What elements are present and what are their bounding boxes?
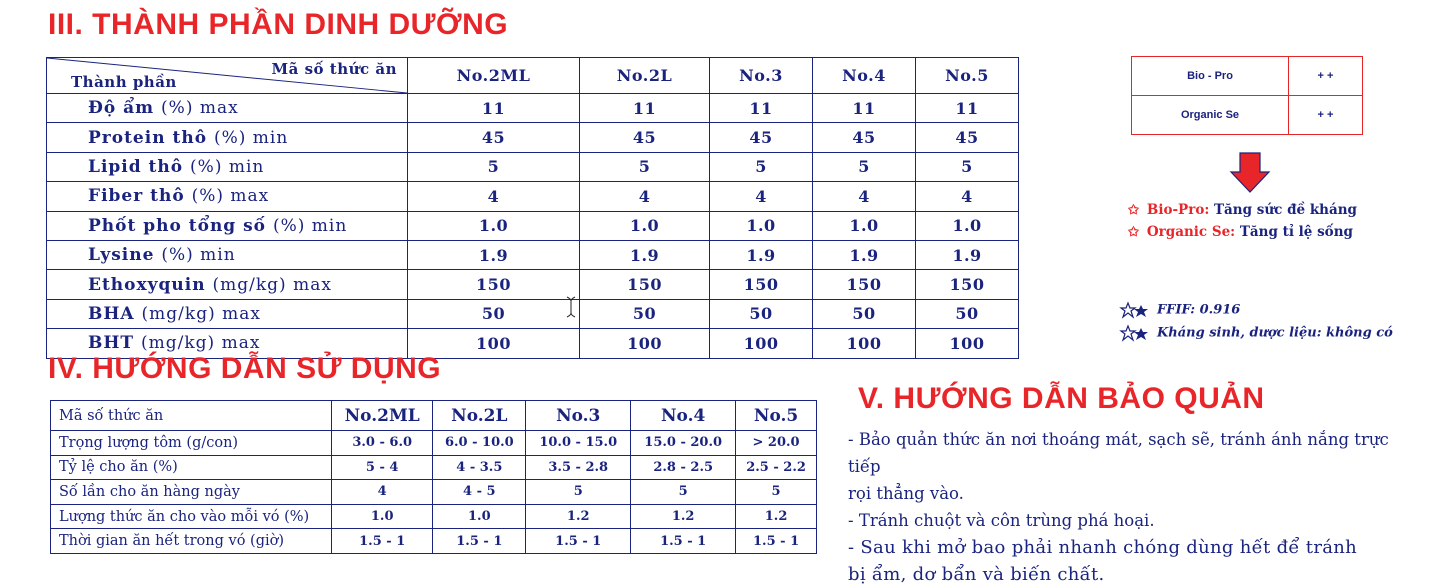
usage-value: 15.0 - 20.0 (631, 431, 736, 456)
usage-value: > 20.0 (736, 431, 817, 456)
additive-name: Bio - Pro (1132, 57, 1289, 96)
double-star-icon (1121, 302, 1151, 318)
usage-value: 4 - 3.5 (433, 455, 526, 480)
info-note: FFIF: 0.916 (1121, 302, 1240, 318)
usage-row (51, 504, 817, 529)
additive-name: Organic Se (1132, 96, 1289, 135)
section-4-title: IV. HƯỚNG DẪN SỬ DỤNG (48, 352, 442, 385)
nutrient-unit: (mg/kg) max (141, 333, 261, 354)
usage-value: 1.5 - 1 (433, 529, 526, 554)
column-header: No.4 (813, 58, 916, 94)
nutrient-value: 45 (580, 123, 710, 152)
column-header: No.5 (736, 401, 817, 431)
usage-value: 1.2 (736, 504, 817, 529)
nutrient-value: 4 (916, 182, 1019, 211)
double-star-icon (1121, 325, 1151, 341)
usage-value: 1.2 (526, 504, 631, 529)
nutrition-row (47, 182, 1019, 211)
additive-row (1132, 57, 1363, 96)
nutrient-name: BHT (88, 333, 135, 354)
usage-value: 1.0 (433, 504, 526, 529)
nutrient-value: 5 (916, 152, 1019, 181)
nutrition-table-header (47, 58, 1019, 94)
usage-label: Số lần cho ăn hàng ngày (51, 480, 332, 505)
nutrient-unit: (%) max (191, 186, 270, 207)
column-header: No.3 (526, 401, 631, 431)
usage-row (51, 529, 817, 554)
text-cursor-icon (566, 296, 576, 318)
usage-value: 1.0 (332, 504, 433, 529)
nutrition-row (47, 211, 1019, 240)
storage-line: rọi thẳng vào. (848, 484, 964, 503)
nutrient-unit: (%) min (161, 245, 236, 266)
storage-line: bị ẩm, dơ bẩn và biến chất. (848, 564, 1105, 585)
usage-value: 1.5 - 1 (526, 529, 631, 554)
nutrition-row (47, 299, 1019, 328)
column-header: No.4 (631, 401, 736, 431)
additive-value: + + (1289, 57, 1363, 96)
nutrient-value: 5 (408, 152, 580, 181)
nutrient-value: 150 (813, 270, 916, 299)
nutrient-label (47, 211, 408, 240)
nutrient-value: 4 (813, 182, 916, 211)
nutrient-unit: (mg/kg) max (212, 274, 332, 295)
usage-label: Tỷ lệ cho ăn (%) (51, 455, 332, 480)
usage-table-header (51, 401, 817, 431)
nutrition-row (47, 270, 1019, 299)
column-header: No.2ML (408, 58, 580, 94)
header-feed-code-label: Mã số thức ăn (51, 401, 332, 431)
nutrient-value: 45 (813, 123, 916, 152)
nutrient-value: 100 (813, 329, 916, 358)
usage-value: 1.5 - 1 (332, 529, 433, 554)
nutrient-value: 50 (710, 299, 813, 328)
nutrient-value: 1.9 (580, 240, 710, 269)
nutrient-value: 1.9 (916, 240, 1019, 269)
additive-note: ✩ Organic Se: Tăng tỉ lệ sống (1128, 224, 1353, 240)
nutrient-unit: (mg/kg) max (141, 303, 261, 324)
nutrient-value: 100 (580, 329, 710, 358)
usage-label: Lượng thức ăn cho vào mỗi vó (%) (51, 504, 332, 529)
nutrient-value: 11 (813, 94, 916, 123)
nutrient-value: 45 (916, 123, 1019, 152)
nutrient-name: Độ ẩm (88, 98, 155, 119)
usage-value: 5 (631, 480, 736, 505)
nutrient-value: 45 (710, 123, 813, 152)
column-header: No.2L (433, 401, 526, 431)
additives-table (1131, 56, 1363, 135)
usage-value: 6.0 - 10.0 (433, 431, 526, 456)
usage-label: Trọng lượng tôm (g/con) (51, 431, 332, 456)
usage-row (51, 455, 817, 480)
nutrient-name: Lysine (88, 245, 155, 266)
nutrient-unit: (%) max (161, 98, 239, 119)
nutrient-value: 4 (710, 182, 813, 211)
nutrition-table (46, 57, 1019, 359)
usage-value: 4 - 5 (433, 480, 526, 505)
column-header: No.3 (710, 58, 813, 94)
nutrient-label (47, 94, 408, 123)
usage-value: 2.5 - 2.2 (736, 455, 817, 480)
nutrient-value: 1.0 (408, 211, 580, 240)
usage-row (51, 431, 817, 456)
usage-value: 10.0 - 15.0 (526, 431, 631, 456)
column-header: No.2L (580, 58, 710, 94)
header-diagonal-cell (47, 58, 408, 94)
storage-instructions (848, 426, 1418, 588)
nutrient-value: 11 (408, 94, 580, 123)
nutrient-value: 1.9 (408, 240, 580, 269)
nutrient-value: 11 (916, 94, 1019, 123)
star-icon: ✩ (1128, 225, 1139, 240)
nutrient-unit: (%) min (190, 156, 265, 177)
nutrient-label (47, 182, 408, 211)
header-feed-code-label: Mã số thức ăn (271, 60, 397, 78)
column-header: No.2ML (332, 401, 433, 431)
nutrient-unit: (%) min (272, 215, 348, 236)
nutrient-label (47, 152, 408, 181)
nutrient-value: 1.0 (710, 211, 813, 240)
nutrient-value: 1.0 (916, 211, 1019, 240)
nutrient-name: Protein thô (88, 127, 208, 148)
section-3-title: III. THÀNH PHẦN DINH DƯỠNG (48, 8, 509, 41)
additive-note: ✩ Bio-Pro: Tăng sức đề kháng (1128, 202, 1357, 218)
nutrient-value: 150 (408, 270, 580, 299)
nutrient-value: 150 (916, 270, 1019, 299)
nutrient-name: Phốt pho tổng số (88, 215, 267, 236)
nutrient-value: 5 (710, 152, 813, 181)
usage-row (51, 480, 817, 505)
nutrient-value: 5 (813, 152, 916, 181)
nutrient-name: Ethoxyquin (88, 274, 206, 295)
nutrient-name: Lipid thô (88, 156, 184, 177)
nutrient-label (47, 240, 408, 269)
nutrient-value: 1.9 (710, 240, 813, 269)
nutrient-value: 150 (710, 270, 813, 299)
usage-table (50, 400, 817, 554)
nutrient-label (47, 270, 408, 299)
section-5-title: V. HƯỚNG DẪN BẢO QUẢN (858, 382, 1265, 415)
usage-value: 1.5 - 1 (631, 529, 736, 554)
usage-value: 2.8 - 2.5 (631, 455, 736, 480)
nutrient-label (47, 299, 408, 328)
nutrient-value: 1.0 (580, 211, 710, 240)
nutrition-row (47, 240, 1019, 269)
nutrient-label (47, 123, 408, 152)
nutrient-name: BHA (88, 303, 135, 324)
storage-line: - Bảo quản thức ăn nơi thoáng mát, sạch sẽ, tránh ánh nắng trực tiếp (848, 430, 1389, 476)
nutrient-value: 1.9 (813, 240, 916, 269)
usage-label: Thời gian ăn hết trong vó (giờ) (51, 529, 332, 554)
additive-row (1132, 96, 1363, 135)
usage-value: 3.5 - 2.8 (526, 455, 631, 480)
star-icon: ✩ (1128, 203, 1139, 218)
usage-value: 1.2 (631, 504, 736, 529)
additive-value: + + (1289, 96, 1363, 135)
nutrient-value: 50 (580, 299, 710, 328)
nutrition-row (47, 123, 1019, 152)
storage-line: - Tránh chuột và côn trùng phá hoại. (848, 511, 1155, 530)
nutrition-row (47, 94, 1019, 123)
storage-line: - Sau khi mở bao phải nhanh chóng dùng hết để tránh (848, 537, 1358, 558)
nutrient-value: 4 (408, 182, 580, 211)
nutrient-unit: (%) min (213, 127, 289, 148)
nutrient-value: 11 (580, 94, 710, 123)
nutrient-value: 50 (813, 299, 916, 328)
nutrient-name: Fiber thô (88, 186, 185, 207)
nutrient-value: 50 (916, 299, 1019, 328)
nutrition-row (47, 152, 1019, 181)
usage-value: 4 (332, 480, 433, 505)
nutrient-value: 45 (408, 123, 580, 152)
nutrient-value: 4 (580, 182, 710, 211)
usage-value: 5 - 4 (332, 455, 433, 480)
header-component-label: Thành phần (71, 73, 177, 91)
column-header: No.5 (916, 58, 1019, 94)
info-note: Kháng sinh, dược liệu: không có (1121, 325, 1393, 341)
nutrient-value: 5 (580, 152, 710, 181)
nutrient-value: 100 (916, 329, 1019, 358)
nutrient-value: 11 (710, 94, 813, 123)
usage-value: 3.0 - 6.0 (332, 431, 433, 456)
usage-value: 5 (526, 480, 631, 505)
usage-value: 5 (736, 480, 817, 505)
nutrient-value: 1.0 (813, 211, 916, 240)
nutrient-value: 150 (580, 270, 710, 299)
usage-value: 1.5 - 1 (736, 529, 817, 554)
nutrient-value: 100 (710, 329, 813, 358)
down-arrow-icon (1229, 152, 1271, 194)
nutrient-value: 100 (408, 329, 580, 358)
nutrient-value: 50 (408, 299, 580, 328)
